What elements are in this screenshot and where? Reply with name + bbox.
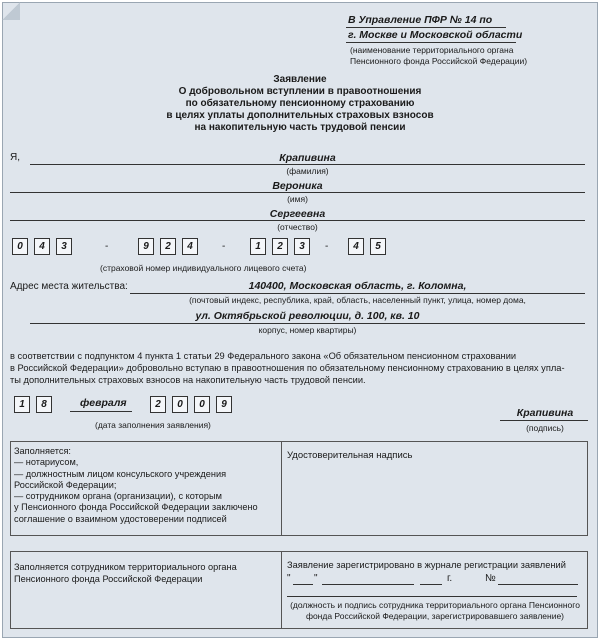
registration-left-line: Пенсионного фонда Российской Федерации xyxy=(14,573,203,584)
date-year-digit: 0 xyxy=(172,396,188,413)
registration-divider xyxy=(281,551,282,629)
body-line-1: в соответствии с подпунктом 4 пункта 1 статьи 29 Федерального закона «Об обязательном пенсионном страховании xyxy=(10,351,517,361)
notary-left-line: — должностным лицом консульского учреждения xyxy=(14,468,227,479)
date-month: февраля xyxy=(80,397,127,409)
registration-number-field xyxy=(498,584,578,585)
date-year-digit: 0 xyxy=(194,396,210,413)
recipient-line-1: В Управление ПФР № 14 по xyxy=(348,14,493,26)
i-label: Я, xyxy=(10,152,20,163)
patronymic-caption: (отчество) xyxy=(277,222,318,232)
date-caption: (дата заполнения заявления) xyxy=(95,420,211,430)
notary-left-line: — сотрудником органа (организации), с которым xyxy=(14,491,222,502)
address-line-1: 140400, Московская область, г. Коломна, xyxy=(248,280,467,292)
registration-number-sign: № xyxy=(485,573,496,584)
registration-caption-1: (должность и подпись сотрудника территориального органа Пенсионного xyxy=(290,600,580,610)
registration-quote-open: " xyxy=(287,573,291,584)
notary-left-line: соглашение о взаимном удостоверении подписей xyxy=(14,513,227,524)
title-line-1: Заявление xyxy=(273,74,327,85)
notary-divider xyxy=(281,441,282,536)
snils-digit: 0 xyxy=(12,238,28,255)
date-day-digit: 1 xyxy=(14,396,30,413)
recipient-underline-1 xyxy=(346,27,506,28)
patronymic-value: Сергеевна xyxy=(269,208,326,220)
folded-corner xyxy=(2,2,20,20)
snils-dash: - xyxy=(222,241,226,252)
snils-digit: 4 xyxy=(182,238,198,255)
registration-quote-close: " xyxy=(314,573,318,584)
patronymic-underline xyxy=(10,220,585,221)
registration-day-field xyxy=(293,584,313,585)
notary-left-line: Российской Федерации; xyxy=(14,479,117,490)
name-underline xyxy=(10,192,585,193)
notary-left-text xyxy=(14,446,258,525)
notary-left-title: Заполняется: xyxy=(14,446,71,456)
registration-caption-2: фонда Российской Федерации, зарегистрировавшего заявление) xyxy=(305,611,565,621)
body-line-3: ты дополнительных страховых взносов на накопительную часть трудовой пенсии. xyxy=(10,375,366,385)
recipient-underline-2 xyxy=(346,42,516,43)
recipient-line-2: г. Москве и Московской области xyxy=(348,29,523,41)
address-caption-2: корпус, номер квартиры) xyxy=(258,325,357,335)
snils-digit: 4 xyxy=(34,238,50,255)
registration-month-field xyxy=(322,584,414,585)
snils-digit: 9 xyxy=(138,238,154,255)
registration-right-title: Заявление зарегистрировано в журнале регистрации заявлений xyxy=(287,560,566,570)
surname-caption: (фамилия) xyxy=(286,166,329,176)
date-year-digit: 2 xyxy=(150,396,166,413)
snils-caption: (страховой номер индивидуального лицевого счета) xyxy=(100,263,307,273)
address-label: Адрес места жительства: xyxy=(10,281,128,292)
notary-left-line: — нотариусом, xyxy=(14,457,79,468)
address-line-2: ул. Октябрьской революции, д. 100, кв. 10 xyxy=(195,310,420,322)
signature-underline xyxy=(500,420,588,421)
registration-year-field xyxy=(420,584,442,585)
snils-dash: - xyxy=(325,241,329,252)
title-line-5: на накопительную часть трудовой пенсии xyxy=(194,122,406,133)
address-caption-1: (почтовый индекс, республика, край, область, населенный пункт, улица, номер дома, xyxy=(189,295,526,305)
date-day-digit: 8 xyxy=(36,396,52,413)
snils-digit: 2 xyxy=(272,238,288,255)
snils-digit: 3 xyxy=(294,238,310,255)
snils-digit: 1 xyxy=(250,238,266,255)
registration-left-line: Заполняется сотрудником территориального органа xyxy=(14,562,237,572)
recipient-caption-2: Пенсионного фонда Российской Федерации) xyxy=(350,56,528,66)
name-caption: (имя) xyxy=(287,194,308,204)
title-line-4: в целях уплаты дополнительных страховых взносов xyxy=(166,110,434,121)
snils-digit: 2 xyxy=(160,238,176,255)
registration-signature-field xyxy=(287,596,577,597)
surname-underline xyxy=(30,164,585,165)
recipient-caption-1: (наименование территориального органа xyxy=(350,45,514,55)
address-underline-2 xyxy=(30,323,585,324)
notary-left-line: у Пенсионного фонда Российской Федерации заключено xyxy=(14,502,258,513)
notary-right-title: Удостоверительная надпись xyxy=(287,450,413,461)
snils-digit: 3 xyxy=(56,238,72,255)
title-line-2: О добровольном вступлении в правоотношения xyxy=(178,86,422,97)
date-month-underline xyxy=(70,411,132,412)
registration-year-suffix: г. xyxy=(447,573,453,584)
surname-value: Крапивина xyxy=(279,152,336,164)
signature-caption: (подпись) xyxy=(526,423,564,433)
snils-digit: 4 xyxy=(348,238,364,255)
title-line-3: по обязательному пенсионному страхованию xyxy=(185,98,415,109)
name-value: Вероника xyxy=(272,180,323,192)
body-line-2: в Российской Федерации» добровольно вступаю в правоотношения по обязательному пенсионному страхованию в целях упла- xyxy=(10,363,565,373)
address-underline-1 xyxy=(130,293,585,294)
snils-dash: - xyxy=(105,241,109,252)
registration-left-text xyxy=(14,562,237,585)
signature-value: Крапивина xyxy=(516,407,574,419)
date-year-digit: 9 xyxy=(216,396,232,413)
snils-digit: 5 xyxy=(370,238,386,255)
